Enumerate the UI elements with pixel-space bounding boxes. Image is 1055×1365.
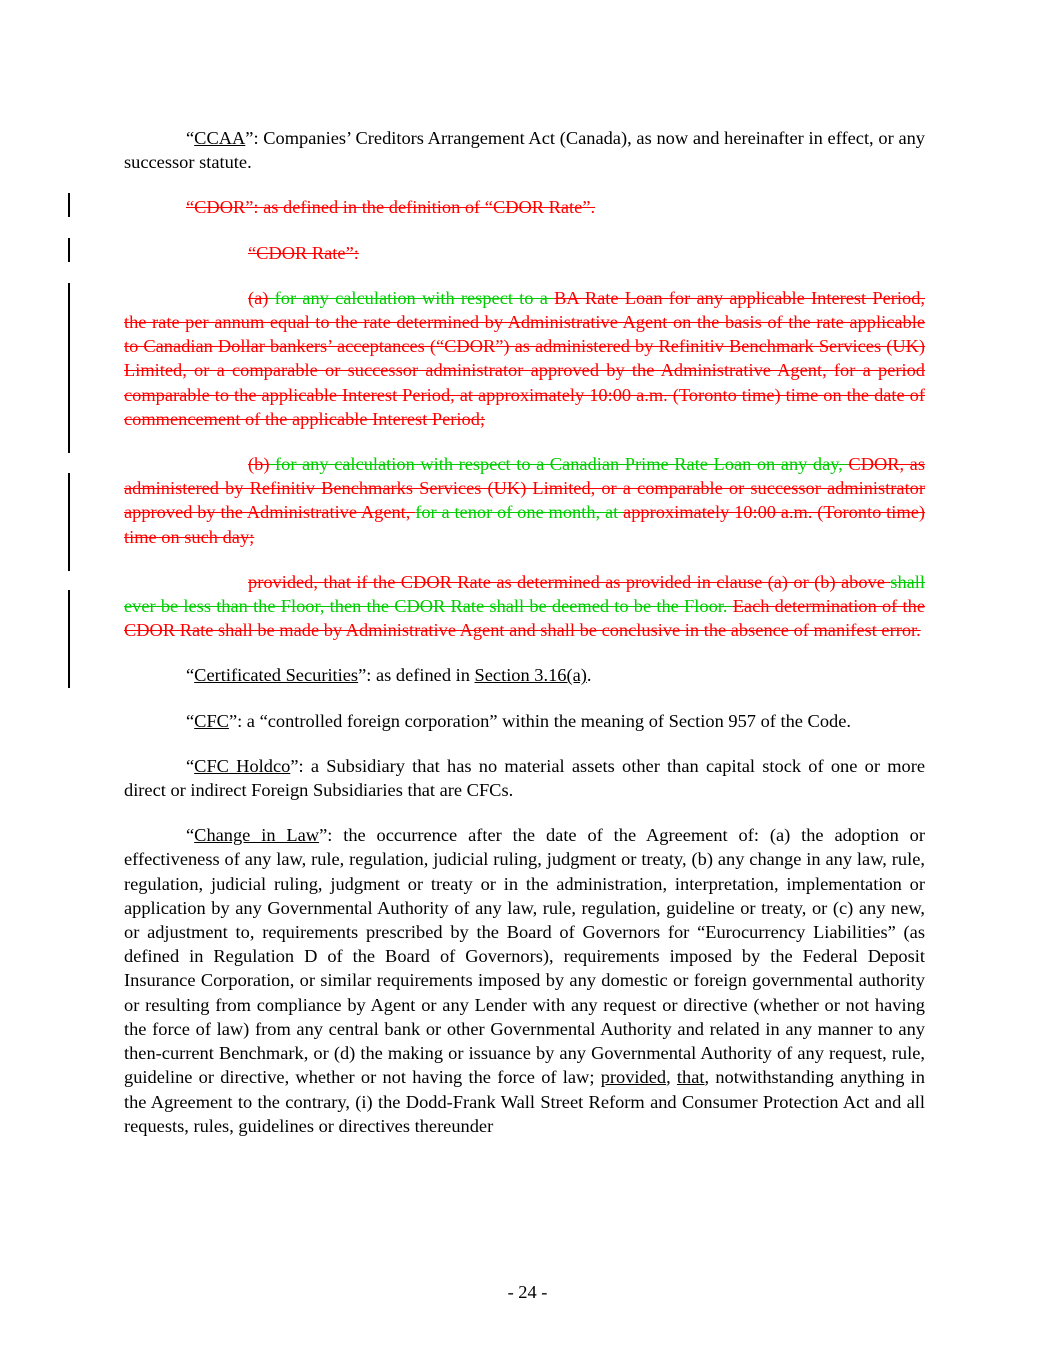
definition-change-in-law bbox=[124, 823, 925, 1138]
open-quote: “ bbox=[186, 128, 195, 148]
clause-label: (a) bbox=[248, 287, 269, 308]
definition-text: ”: a “controlled foreign corporation” within the meaning of Section 957 of the Code. bbox=[228, 710, 851, 731]
deleted-text: “ bbox=[248, 242, 257, 263]
page-number: - 24 - bbox=[507, 1282, 548, 1302]
definition-cfc bbox=[124, 709, 925, 733]
proviso-deleted bbox=[124, 570, 925, 643]
definition-text: ”: as defined in bbox=[358, 665, 475, 686]
deleted-text: ”: bbox=[345, 242, 359, 263]
moved-text: for any calculation with respect to a bbox=[268, 287, 555, 308]
change-bar-provided bbox=[68, 590, 70, 688]
moved-text: for any calculation with respect to a Canadian Prime Rate Loan on any day, bbox=[269, 454, 849, 475]
clause-b-deleted bbox=[124, 452, 925, 549]
change-bar-para-a bbox=[68, 283, 70, 453]
open-quote: “ bbox=[186, 710, 195, 731]
defined-term: Change in Law bbox=[194, 825, 320, 846]
deleted-provided: provided bbox=[248, 571, 314, 592]
definition-text: ”: the occurrence after the date of the Agreement of: (a) the adoption or effectiveness of any law, rule, regulation, judicial ruling, judgment or treaty, (b) any change in any law, rule, regulation, judicial ruling, judgment or treaty or in the administration, interpretation, implementation or application by any Governmental Authority of any law, rule, regulation, guideline or treaty, or (c) any new, or adjustment to, requirements prescribed by the Board of Governors for “Eurocurrency Liabilities” (as defined in Regulation D of the Board of Governors), requirements imposed by the Federal Deposit Insurance Corporation, or similar requirements imposed by any domestic or foreign governmental authority or resulting from compliance by Agent or any Lender with any request or directive (whether or not having the force of law) from any central bank or other Governmental Authority and related in any manner to any then-current Benchmark, or (d) the making or issuance by any Governmental Authority of any request, rule, guideline or directive, whether or not having the force of law; bbox=[124, 825, 925, 1088]
comma: , bbox=[666, 1067, 677, 1088]
change-bar-para-b bbox=[68, 473, 70, 571]
open-quote: “ bbox=[186, 755, 195, 776]
that-term: that bbox=[676, 1067, 705, 1088]
deleted-text: , that if the CDOR Rate as determined as provided in bbox=[313, 571, 717, 592]
definition-cfc-holdco bbox=[124, 754, 925, 802]
moved-text: for a tenor of one month, at bbox=[415, 502, 624, 523]
open-quote: “ bbox=[186, 665, 195, 686]
deleted-text: ”) as administered by Refinitiv Benchmark Services (UK) Limited, or a comparable or successor administrator approved by the Administrative Agent, for a period comparable to the applicable Interest Period, at approximately 10:00 a.m. (Toronto time) time on the date of commencement of the applicable Interest Period; bbox=[124, 336, 926, 429]
moved-text: shall ever be less than the Floor, then the CDOR Rate bbox=[124, 571, 926, 617]
deleted-text: or bbox=[788, 571, 815, 592]
moved-text: shall be deemed to be the Floor. bbox=[489, 596, 733, 617]
period: . bbox=[586, 665, 592, 686]
deleted-text: “CDOR”: as defined in the definition of “CDOR Rate”. bbox=[186, 197, 596, 218]
definition-text: ”: a Subsidiary that has no material assets other than capital stock of one or more direct or indirect Foreign Subsidiaries that are CFCs. bbox=[124, 755, 926, 801]
change-bar-cdor bbox=[68, 193, 70, 217]
deleted-text: CDOR, as administered by Refinitiv Benchmarks Services (UK) Limited, or a comparable or successor administrator approved by the Administrative Agent, bbox=[124, 454, 925, 523]
definition-ccaa bbox=[124, 126, 925, 174]
defined-term: Certificated Securities bbox=[194, 665, 359, 686]
deleted-defined-term: CDOR Rate bbox=[256, 242, 346, 263]
defined-term: CFC Holdco bbox=[194, 755, 291, 776]
defined-term: CFC bbox=[194, 710, 229, 731]
deleted-text: approximately 10:00 a.m. (Toronto time) time on such day; bbox=[124, 502, 925, 547]
change-bar-cdor-rate bbox=[68, 238, 70, 262]
deleted-clause-ref: (b) bbox=[814, 571, 836, 592]
clause-a-deleted bbox=[124, 286, 925, 431]
definition-text: ”: Companies’ Creditors Arrangement Act (Canada), as now and hereinafter in effect, or any successor statute. bbox=[124, 128, 925, 173]
clause-label: (b) bbox=[248, 454, 270, 475]
deleted-text: BA Rate Loan for any applicable Interest Period, the rate per annum equal to the rate determined by Administrative Agent on the basis of the rate applicable to Canadian Dollar bankers’ acceptances (“ bbox=[124, 287, 925, 357]
definition-certificated-securities bbox=[124, 663, 925, 687]
defined-term: CCAA bbox=[194, 128, 246, 148]
document-body bbox=[124, 126, 925, 1138]
definition-text: , notwithstanding anything in the Agreement to the contrary, (i) the Dodd-Frank Wall Street Reform and Consumer Protection Act and all requests, rules, guidelines or directives thereunder bbox=[124, 1067, 925, 1136]
provided-term: provided bbox=[600, 1067, 667, 1088]
deleted-text: above bbox=[835, 571, 891, 592]
deleted-clause-ref: clause (a) bbox=[716, 571, 789, 592]
open-quote: “ bbox=[186, 825, 195, 846]
section-reference: Section 3.16(a) bbox=[474, 665, 587, 686]
definition-cdor-deleted bbox=[124, 195, 925, 219]
definition-cdor-rate-deleted bbox=[124, 241, 925, 265]
deleted-defined-term: CDOR bbox=[444, 336, 496, 357]
deleted-text: Each determination of the CDOR Rate shall be made by Administrative Agent and shall be conclusive in the absence of manifest error. bbox=[124, 596, 925, 641]
